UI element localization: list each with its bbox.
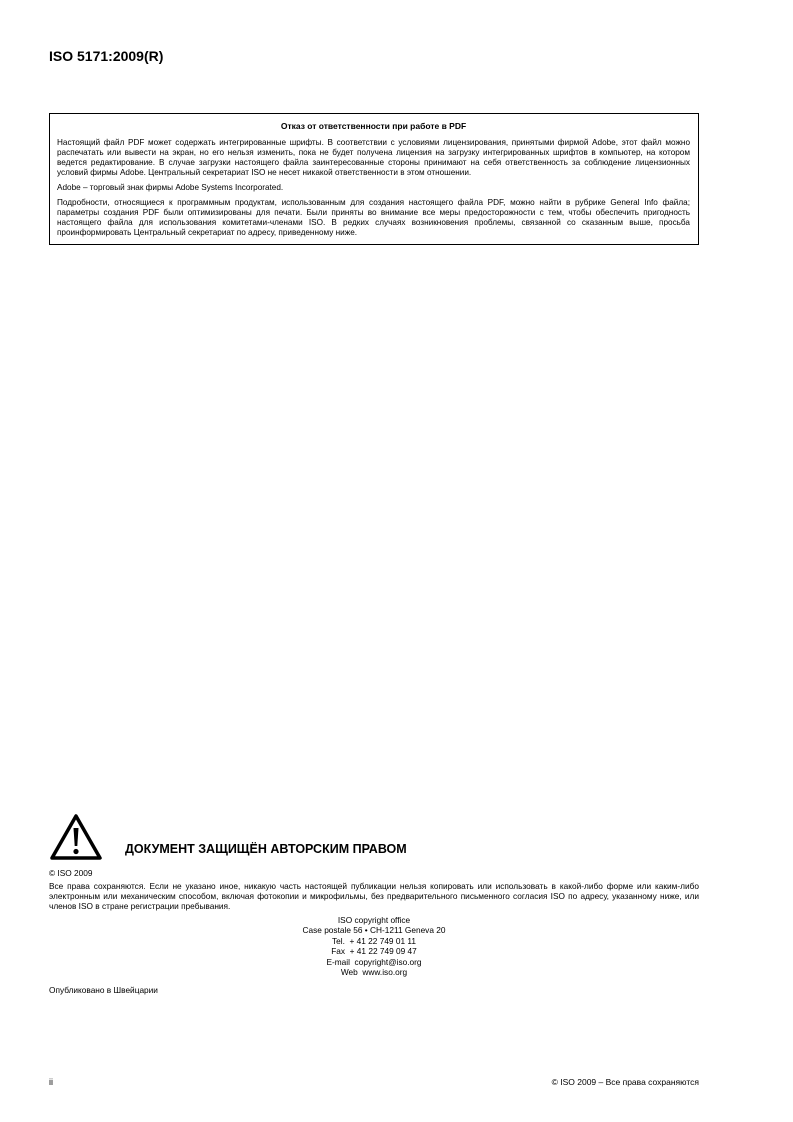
iso-address [49,915,699,977]
address-postal: Case postale 56 • CH-1211 Geneva 20 [302,925,446,936]
disclaimer-title: Отказ от ответственности при работе в PDF [280,121,467,131]
address-web: Web www.iso.org [340,967,408,978]
document-id: ISO 5171:2009(R) [49,48,164,64]
disclaimer-paragraph-trademark: Adobe – торговый знак фирмы Adobe Systems Incorporated. [57,183,284,192]
address-tel: Tel. + 41 22 749 01 11 [331,935,417,946]
page-number: ii [49,1077,53,1087]
published-in: Опубликовано в Швейцарии [49,985,158,996]
disclaimer-paragraph-details: Подробности, относящиеся к программным продуктам, использованным для создания настоящего файла PDF, можно найти в рубрике General Info файла; параметры создания PDF были оптимизированы для печати. Были приняты во внимание все меры предосторожности с тем, чтобы обеспечить пригодность настоящего файла для использования комитетами-членами ISO. В редких случаях возникновения проблемы, связанной со сказанным выше, просьба проинформировать Центральный секретариат по адресу, приведенному ниже. [57,198,690,237]
address-office: ISO copyright office [337,915,411,925]
rights-statement: Все права сохраняются. Если не указано иное, никакую часть настоящей публикации нельзя копировать или использовать в какой-либо форме или каким-либо электронным или механическим способом, включая фотокопии и микрофильмы, без предварительного письменного согласия ISO по адресу, указанному ниже, или членов ISO в стране регистрации пребывания. [49,881,699,911]
copyright-heading-row [49,813,699,865]
address-fax: Fax + 41 22 749 09 47 [331,946,417,957]
copyright-block [49,813,699,995]
address-email: E-mail copyright@iso.org [326,956,422,967]
copyright-heading: ДОКУМЕНТ ЗАЩИЩЁН АВТОРСКИМ ПРАВОМ [125,842,407,856]
copyright-year: © ISO 2009 [49,868,93,878]
footer-copyright: © ISO 2009 – Все права сохраняются [551,1077,699,1087]
disclaimer-paragraph-fonts: Настоящий файл PDF может содержать интегрированные шрифты. В соответствии с условиями лицензирования, принятыми фирмой Adobe, этот файл можно распечатать или вывести на экран, но его нельзя изменить, пока не будет получена лицензия на загрузку интегрированных шрифтов в компьютер, на котором ведется редактирование. В случае загрузки настоящего файла заинтересованные стороны принимают на себя ответственность за соблюдение лицензионных условий фирмы Adobe. Центральный секретариат ISO не несет никакой ответственности в этом отношении. [57,138,690,177]
pdf-disclaimer-box [49,113,699,245]
warning-triangle-icon [49,813,103,861]
